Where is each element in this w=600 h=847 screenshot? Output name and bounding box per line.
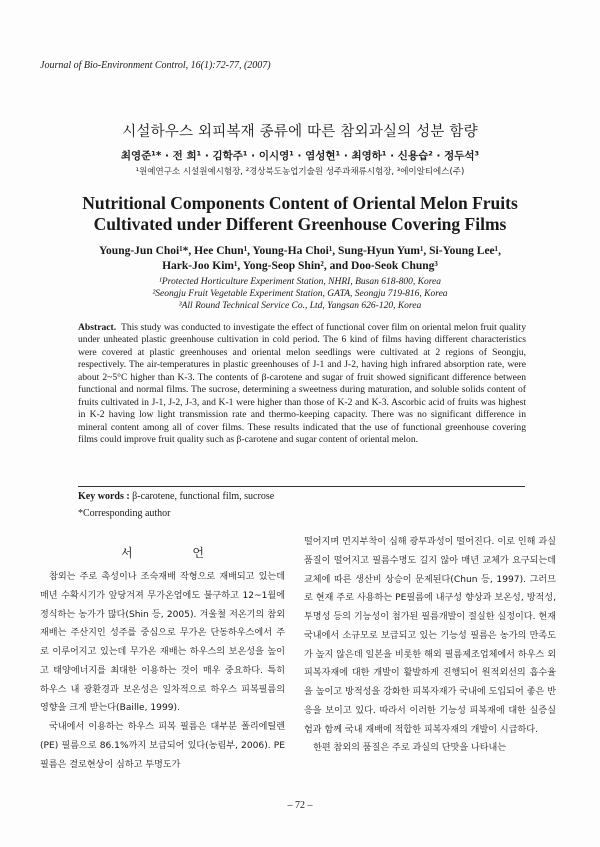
english-title-line-2: Cultivated under Different Greenhouse Covering Films bbox=[93, 214, 507, 234]
affiliation-3: ³All Round Technical Service Co., Ltd, Yangsan 626-120, Korea bbox=[178, 301, 422, 311]
english-authors-line-2: Hark-Joo Kim¹, Yong-Seop Shin², and Doo-Seok Chung³ bbox=[162, 260, 438, 272]
corresponding-author-note: *Corresponding author bbox=[78, 508, 171, 519]
english-title bbox=[0, 193, 600, 235]
right-column bbox=[304, 533, 556, 758]
english-authors-line-1: Young-Jun Choi¹*, Hee Chun¹, Young-Ha Choi¹, Sung-Hyun Yum¹, Si-Young Lee¹, bbox=[99, 245, 501, 257]
body-paragraph: 떨어지며 먼지부착이 심해 광투과성이 떨어진다. 이로 인해 과실품질이 떨어지고 필름수명도 길지 않아 매년 교체가 요구되는데 교체에 따른 생산비 상승이 문제된다(Chun 등, 1997). 그러므로 현재 주로 사용하는 PE필름에 내구성 향상과 보온성, 방적성, 투명성 등의 기능성이 첨가된 필름개발이 절실한 실정이다. 현재 국내에서 소규모로 보급되고 있는 기능성 필름은 농가의 만족도가 높지 않은데 일본을 비롯한 해외 필름제조업체에서 하우스 외피복자재에 대한 개발이 활발하게 진행되어 원적외선의 흡수율을 높이고 방적성을 강화한 피복자재가 국내에 도입되어 좋은 반응을 보이고 있다. 따라서 이러한 기능성 피복재에 대한 실증실험과 함께 국내 재배에 적합한 피복자재의 개발이 시급하다. bbox=[304, 537, 556, 735]
korean-affiliations: ¹원예연구소 시설원예시험장, ²경상북도농업기술원 성주과채류시험장, ³에이알티에스(주) bbox=[135, 167, 465, 177]
body-paragraph: 국내에서 이용하는 하우스 피복 필름은 대부분 폴리에틸렌(PE) 필름으로 86.1%까지 보급되어 있다(농림부, 2006). PE 필름은 결로현상이 심하고 투명도가 bbox=[40, 722, 285, 770]
keywords-label: Key words : bbox=[78, 491, 130, 502]
body-paragraph: 참외는 주로 촉성이나 조숙재배 작형으로 재배되고 있는데 매년 수확시기가 앞당겨져 무가온엄에도 불구하고 12~1월에 정식하는 농가가 많다(Shin 등, 2005). 겨울철 저온기의 참외재배는 주산지인 성주를 중심으로 무가온 단동하우스에서 주로 이루어지고 있는데 무가온 재배는 하우스의 보온성을 높이고 태양에너지를 최대한 이용하는 것이 매우 중요하다. 특히 하우스 내 광환경과 보온성은 일차적으로 하우스 피복필름의 영향을 크게 받는다(Baille, 1999). bbox=[40, 572, 285, 714]
page-number: – 72 – bbox=[287, 800, 313, 811]
affiliation-2: ²Seongju Fruit Vegetable Experiment Station, GATA, Seongju 719-816, Korea bbox=[152, 289, 448, 299]
english-authors bbox=[0, 244, 600, 274]
korean-authors: 최영준¹* · 전 희¹ · 김학주¹ · 이시영¹ · 염성현¹ · 최영하¹ · 신용습² · 정두석³ bbox=[120, 150, 480, 162]
abstract-text: This study was conducted to investigate the effect of functional cover film on oriental melon fruit quality under unheated plastic greenhouse cultivation in cold period. The 6 kind of films having different characteristics were covered at plastic greenhouses and oriental melon seedlings were cultivated at 2 regions of Seongju, respectively. The air-temperatures in plastic greenhouses of J-1 and J-2, having high infrared absorption rate, were about 2~5°C higher than K-3. The contents of β-carotene and sugar of fruit showed significant difference between functional and normal films. The sucrose, determining a sweetness during maturation, and soluble solids content of fruits cultivated in J-1, J-2, J-3, and K-1 were higher than those of K-2 and K-3. Ascorbic acid of fruits was highest in K-2 having low light transmission rate and thermo-keeping capacity. There was no significant difference in mineral content among all of cover films. These results indicated that the use of functional greenhouse covering films could improve fruit quality such as β-carotene and sugar content of oriental melon. bbox=[78, 322, 526, 446]
keywords-text: β-carotene, functional film, sucrose bbox=[132, 491, 275, 502]
left-column bbox=[40, 568, 285, 774]
english-affiliations bbox=[0, 276, 600, 312]
journal-citation: Journal of Bio-Environment Control, 16(1):72-77, (2007) bbox=[40, 60, 271, 71]
keywords-divider bbox=[78, 486, 525, 487]
korean-title: 시설하우스 외피복재 종류에 따른 참외과실의 성분 함량 bbox=[122, 124, 478, 140]
keywords bbox=[78, 491, 274, 502]
english-title-line-1: Nutritional Components Content of Oriental Melon Fruits bbox=[82, 193, 518, 213]
affiliation-1: ¹Protected Horticulture Experiment Station, NHRI, Busan 618-800, Korea bbox=[159, 277, 441, 287]
body-paragraph: 한편 참외의 품질은 주로 과실의 단맛을 나타내는 bbox=[313, 743, 507, 754]
abstract-label: Abstract. bbox=[78, 322, 117, 333]
abstract bbox=[78, 322, 526, 447]
section-heading-introduction: 서 언 bbox=[121, 546, 232, 560]
